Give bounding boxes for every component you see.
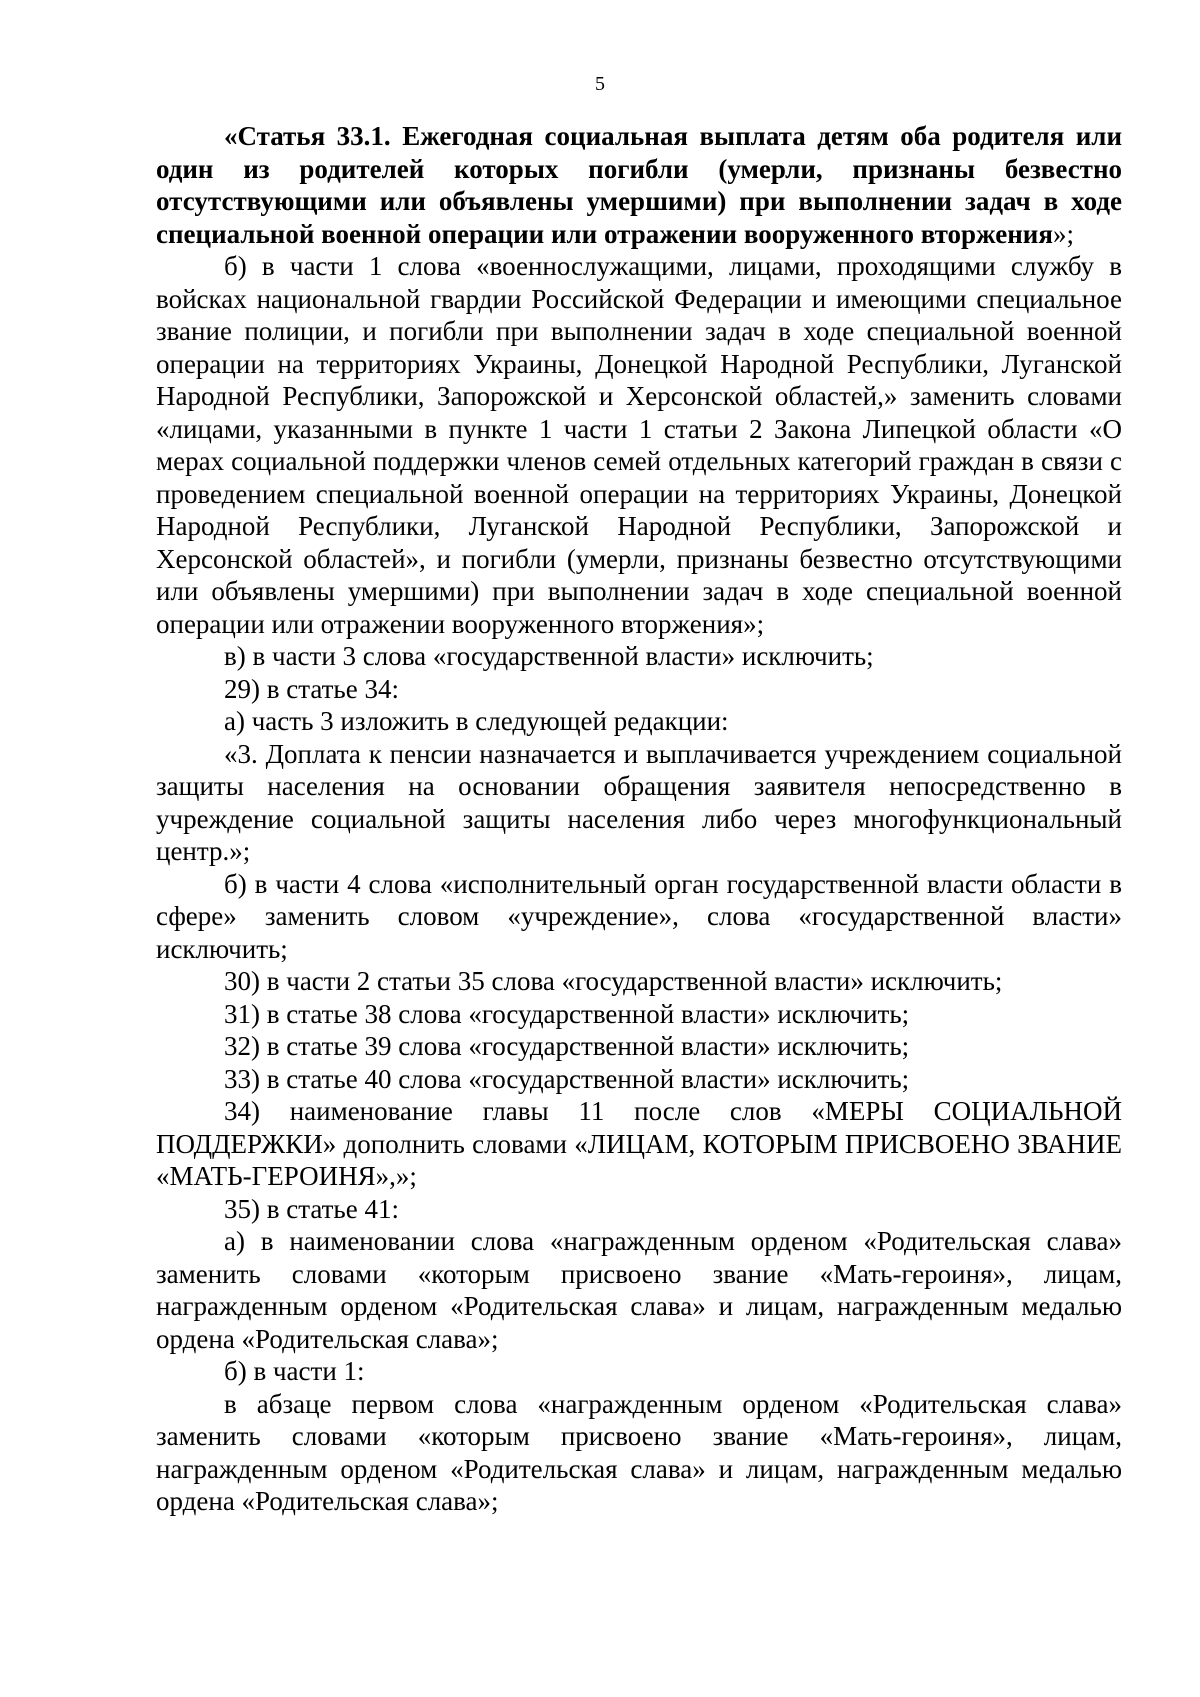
paragraph: б) в части 4 слова «исполнительный орган государственной власти области в сфере» заменить словом «учреждение», слова «государственной власти» исключить; — [156, 868, 1122, 964]
paragraph: 30) в части 2 статьи 35 слова «государственной власти» исключить; — [224, 966, 1003, 996]
paragraph: в) в части 3 слова «государственной власти» исключить; — [224, 641, 874, 671]
paragraph: 34) наименование главы 11 после слов «МЕРЫ СОЦИАЛЬНОЙ ПОДДЕРЖКИ» дополнить словами «ЛИЦАМ, КОТОРЫМ ПРИСВОЕНО ЗВАНИЕ «МАТЬ-ГЕРОИНЯ»,»; — [156, 1096, 1122, 1191]
article-heading — [156, 120, 1122, 250]
paragraph: 31) в статье 38 слова «государственной власти» исключить; — [224, 998, 910, 1029]
paragraph: 29) в статье 34: — [224, 673, 399, 704]
paragraph: в абзаце первом слова «награжденным орденом «Родительская слава» заменить словами «которым присвоено звание «Мать-героиня», лицам, награжденным орденом «Родительская слава» и лицам, награжденным медалью ордена «Родительская слава»; — [156, 1388, 1122, 1516]
paragraph: 32) в статье 39 слова «государственной власти» исключить; — [224, 1031, 910, 1061]
paragraph: 33) в статье 40 слова «государственной власти» исключить; — [224, 1063, 910, 1094]
paragraph: «3. Доплата к пенсии назначается и выплачивается учреждением социальной защиты населения на основании обращения заявителя непосредственно в учреждение социальной защиты населения либо через многофункциональный центр.»; — [156, 738, 1122, 866]
article-heading-text: «Статья 33.1. Ежегодная социальная выплата детям оба родителя или один из родителей которых погибли (умерли, признаны безвестно отсутствующими или объявлены умершими) при выполнении задач в ходе специальной военной операции или отражении вооруженного вторжения — [156, 121, 1122, 249]
paragraph: б) в части 1: — [224, 1356, 365, 1386]
paragraph: б) в части 1 слова «военнослужащими, лицами, проходящими службу в войсках национальной гвардии Российской Федерации и имеющими специальное звание полиции, и погибли при выполнении задач в ходе специальной военной операции на территориях Украины, Донецкой Народной Республики, Луганской Народной Республики, Запорожской и Херсонской областей,» заменить словами «лицами, указанными в пункте 1 части 1 статьи 2 Закона Липецкой области «О мерах социальной поддержки членов семей отдельных категорий граждан в связи с проведением специальной военной операции на территориях Украины, Донецкой Народной Республики, Луганской Народной Республики, Запорожской и Херсонской областей», и погибли (умерли, признаны безвестно отсутствующими или объявлены умершими) при выполнении задач в ходе специальной военной операции или отражении вооруженного вторжения»; — [156, 251, 1122, 639]
page-number: 5 — [595, 73, 605, 95]
paragraph: а) в наименовании слова «награжденным орденом «Родительская слава» заменить словами «которым присвоено звание «Мать-героиня», лицам, награжденным орденом «Родительская слава» и лицам, награжденным медалью ордена «Родительская слава»; — [156, 1226, 1122, 1354]
paragraph: а) часть 3 изложить в следующей редакции: — [224, 706, 729, 736]
paragraph: 35) в статье 41: — [224, 1193, 399, 1224]
article-heading-closing: »; — [1052, 218, 1074, 249]
document-body — [156, 120, 1122, 1518]
